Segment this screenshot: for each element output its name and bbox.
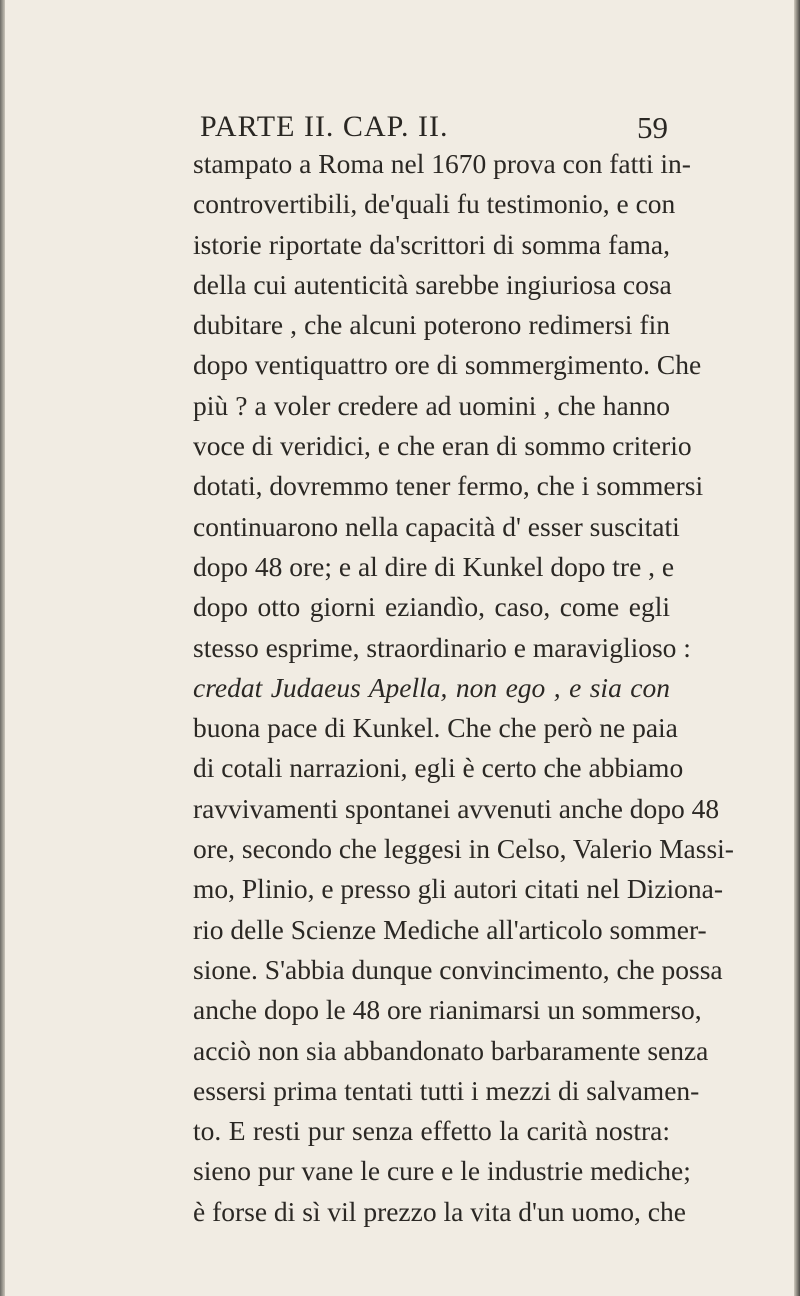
text-line: è forse di sì vil prezzo la vita d'un uomo, che: [193, 1195, 686, 1227]
text-line: dopo ventiquattro ore di sommergimento. Che: [193, 349, 702, 381]
text-line: sieno pur vane le cure e le industrie mediche;: [193, 1155, 691, 1187]
text-line: ravvivamenti spontanei avvenuti anche dopo 48: [193, 792, 720, 824]
text-line: anche dopo le 48 ore rianimarsi un sommerso,: [193, 994, 702, 1026]
text-line: di cotali narrazioni, egli è certo che abbiamo: [193, 752, 684, 784]
text-line: to. E resti pur senza effetto la carità nostra:: [193, 1115, 670, 1147]
running-head: [200, 110, 668, 146]
text-line: più ? a voler credere ad uomini , che hanno: [193, 389, 670, 421]
text-line: continuarono nella capacità d' esser suscitati: [193, 510, 680, 542]
page-edge-right: [794, 0, 800, 1296]
page-edge-left: [0, 0, 5, 1296]
text-line: essersi prima tentati tutti i mezzi di salvamen-: [193, 1074, 700, 1106]
body-text: [193, 144, 734, 1232]
text-line: dotati, dovremmo tener fermo, che i sommersi: [193, 470, 704, 502]
text-line-latin-quote: credat Judaeus Apella, non ego , e sia con: [193, 671, 670, 703]
text-line: stampato a Roma nel 1670 prova con fatti in-: [193, 148, 691, 179]
text-line: dopo 48 ore; e al dire di Kunkel dopo tre , e: [193, 550, 675, 582]
running-title: PARTE II. CAP. II.: [200, 110, 449, 143]
text-line: controvertibili, de'quali fu testimonio, e con: [193, 188, 676, 220]
text-line: dubitare , che alcuni poterono redimersi fin: [193, 309, 670, 341]
text-line: acciò non sia abbandonato barbaramente senza: [193, 1034, 709, 1066]
page-number: 59: [637, 110, 668, 145]
text-line: mo, Plinio, e presso gli autori citati nel Diziona-: [193, 873, 724, 905]
text-line: della cui autenticità sarebbe ingiuriosa cosa: [193, 268, 672, 300]
text-line: stesso esprime, straordinario e maraviglioso :: [193, 631, 691, 663]
text-line: istorie riportate da'scrittori di somma fama,: [193, 228, 670, 260]
text-line: ore, secondo che leggesi in Celso, Valerio Massi-: [193, 833, 734, 865]
text-line: dopo otto giorni eziandìo, caso, come egli: [193, 591, 670, 623]
text-line: voce di veridici, e che eran di sommo criterio: [193, 430, 692, 462]
text-line: rio delle Scienze Mediche all'articolo sommer-: [193, 913, 707, 945]
text-line: sione. S'abbia dunque convincimento, che possa: [193, 953, 723, 985]
text-line: buona pace di Kunkel. Che che però ne paia: [193, 712, 678, 744]
